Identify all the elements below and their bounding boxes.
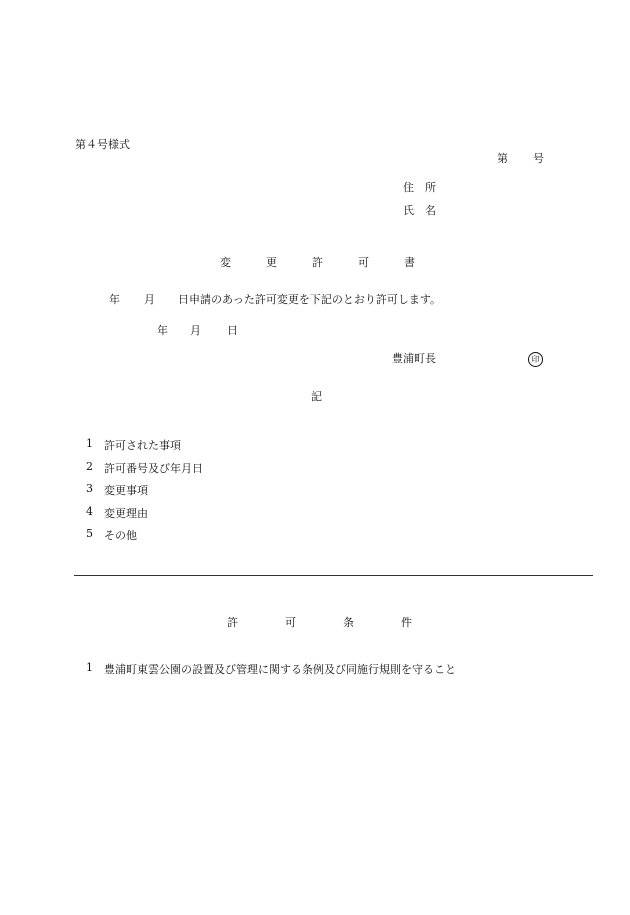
issue-month-label: 月 <box>190 324 201 337</box>
list-item <box>86 661 456 677</box>
condition-number: 1 <box>86 661 93 674</box>
ki-label: 記 <box>311 390 322 403</box>
title-char: 変 <box>220 256 231 269</box>
document-number-suffix: 号 <box>533 152 544 165</box>
seal-icon: 印 <box>528 352 543 367</box>
document-number-label: 第 <box>497 152 508 165</box>
item-number: 2 <box>86 459 93 473</box>
conditions-title-char: 許 <box>227 616 238 629</box>
document-title <box>220 257 450 268</box>
item-label: 許可された事項 <box>104 439 181 452</box>
list-item <box>86 460 203 483</box>
item-list <box>86 437 203 550</box>
issue-year-label: 年 <box>157 324 168 337</box>
address-label: 住所 <box>403 181 447 194</box>
condition-text: 豊浦町東雲公園の設置及び管理に関する条例及び同施行規則を守ること <box>104 663 456 676</box>
issue-date <box>157 325 238 336</box>
item-label: 許可番号及び年月日 <box>104 461 203 475</box>
title-char: 書 <box>404 256 415 269</box>
item-label: 変更事項 <box>104 484 148 497</box>
body-year-label: 年 <box>109 293 120 306</box>
form-number: 第４号様式 <box>75 138 130 151</box>
item-label: その他 <box>104 529 137 542</box>
list-item <box>86 527 203 550</box>
title-char: 更 <box>266 256 277 269</box>
conditions-list <box>86 661 456 677</box>
permission-statement <box>109 294 441 305</box>
item-number: 1 <box>86 437 93 450</box>
item-number: 4 <box>86 504 93 518</box>
body-text: 日申請のあった許可変更を下記のとおり許可します。 <box>178 293 442 306</box>
title-char: 可 <box>358 256 369 269</box>
name-label: 氏名 <box>403 204 447 217</box>
list-item <box>86 505 203 528</box>
item-number: 5 <box>86 527 93 540</box>
list-item <box>86 482 203 505</box>
conditions-title-char: 件 <box>401 616 412 629</box>
item-number: 3 <box>86 482 93 495</box>
list-item <box>86 437 203 460</box>
issue-day-label: 日 <box>227 324 238 337</box>
conditions-title <box>227 617 459 628</box>
section-divider <box>74 575 593 576</box>
title-char: 許 <box>312 256 323 269</box>
body-month-label: 月 <box>144 293 155 306</box>
issuer-title: 豊浦町長 <box>392 352 436 365</box>
conditions-title-char: 可 <box>285 616 296 629</box>
item-label: 変更理由 <box>104 506 148 520</box>
conditions-title-char: 条 <box>343 616 354 629</box>
